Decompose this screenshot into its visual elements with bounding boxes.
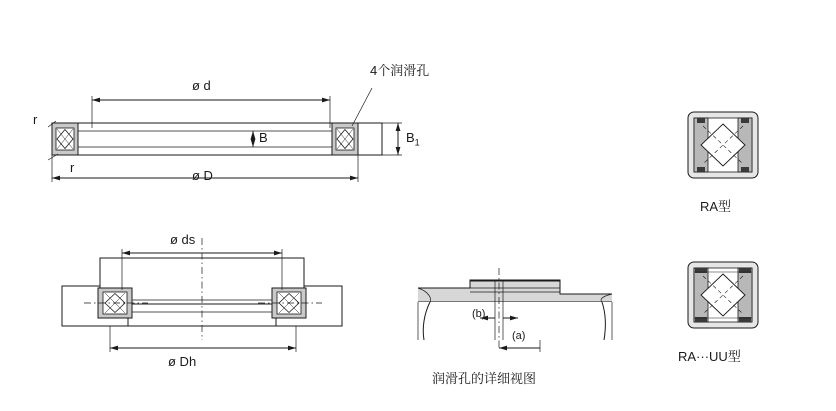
type-label-ra-uu: RA···UU型 bbox=[678, 349, 741, 364]
type-label-ra: RA型 bbox=[700, 199, 732, 214]
dim-label-B: B bbox=[259, 130, 268, 145]
detail-label-b: (b) bbox=[472, 308, 486, 320]
dim-label-Dh: ø Dh bbox=[168, 354, 197, 369]
lubrication-hole-note: 4个润滑孔 bbox=[370, 63, 430, 78]
type-icon-ra-uu-geometry bbox=[688, 262, 758, 328]
detail-label-a: (a) bbox=[512, 330, 526, 342]
dim-label-ds: ø ds bbox=[170, 232, 196, 247]
dim-label-B1-sub: 1 bbox=[414, 137, 420, 148]
dim-label-outer-diameter: ø D bbox=[192, 168, 213, 183]
dim-label-B1-main: B bbox=[406, 130, 415, 145]
dim-label-B1 bbox=[406, 130, 420, 148]
type-icon-ra-geometry bbox=[688, 112, 758, 178]
section-view-geometry bbox=[62, 238, 342, 352]
front-view-geometry bbox=[48, 88, 402, 182]
dim-label-inner-diameter: ø d bbox=[192, 78, 211, 93]
corner-radius-label-bottom: r bbox=[70, 160, 75, 175]
corner-radius-label-top: r bbox=[33, 112, 38, 127]
detail-view-caption: 润滑孔的详细视图 bbox=[432, 371, 537, 386]
